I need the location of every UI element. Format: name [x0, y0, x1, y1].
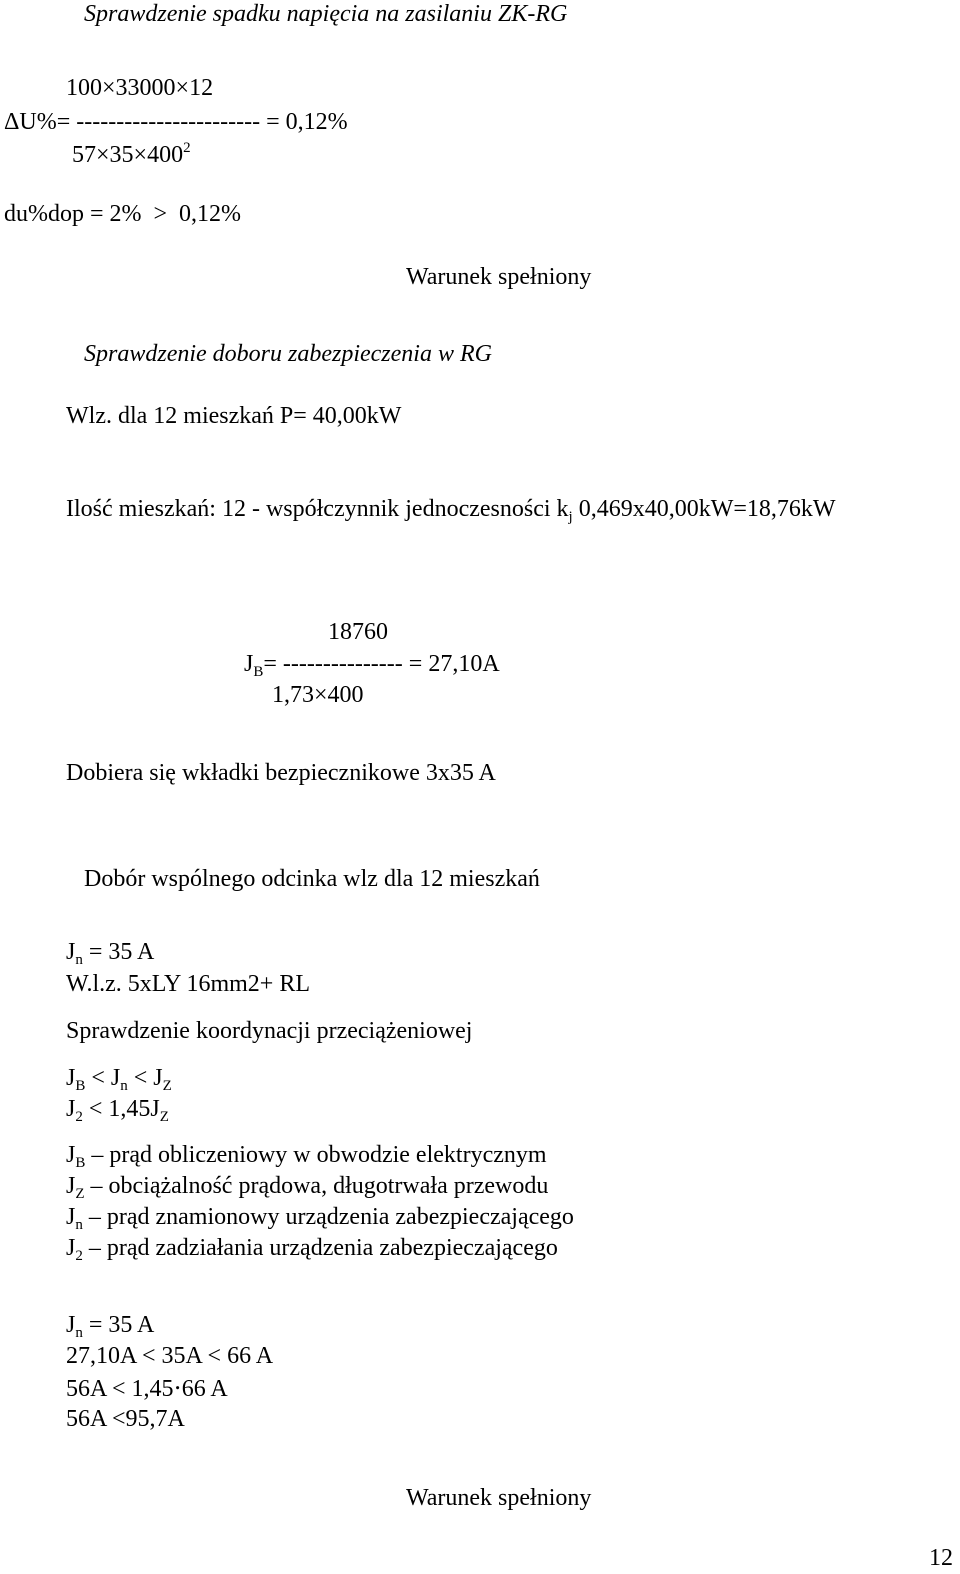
jb-denominator: 1,73×400: [272, 682, 364, 708]
overload-heading: Sprawdzenie koordynacji przeciążeniowej: [66, 1018, 473, 1044]
simultaneity-subscript: j: [568, 509, 573, 525]
jn-line: [66, 939, 155, 968]
cond1-b: < J: [85, 1065, 121, 1091]
def-text: – prąd zadziałania urządzenia zabezpieczającego: [82, 1235, 558, 1261]
jb-equation: = --------------- = 27,10A: [263, 651, 500, 677]
cond2-a-sub: 2: [75, 1109, 83, 1125]
voltage-drop-heading: Sprawdzenie spadku napięcia na zasilaniu ZK-RG: [84, 1, 568, 27]
jn-value: = 35 A: [82, 939, 155, 965]
jn-symbol: J: [66, 939, 76, 965]
jb-symbol: J: [244, 651, 254, 677]
definition-jb: [66, 1142, 547, 1171]
cond1-c: < J: [127, 1065, 163, 1091]
voltage-numerator: 100×33000×12: [66, 75, 214, 101]
def-symbol: J: [66, 1235, 76, 1261]
condition-met-2: Warunek spełniony: [406, 1485, 592, 1511]
simultaneity-result: 0,469x40,00kW=18,76kW: [572, 496, 836, 522]
calc-jn-symbol: J: [66, 1312, 76, 1338]
definition-jn: [66, 1204, 574, 1233]
cond1-c-sub: Z: [162, 1078, 172, 1094]
cond2-a: J: [66, 1096, 76, 1122]
simultaneity-line: [66, 496, 836, 525]
cond1-b-sub: n: [120, 1078, 128, 1094]
cond1-a: J: [66, 1065, 76, 1091]
definition-jz: [66, 1173, 549, 1202]
def-text: – obciążalność prądowa, długotrwała przewodu: [84, 1173, 549, 1199]
calc-jn-line: [66, 1312, 155, 1341]
def-subscript: Z: [75, 1186, 85, 1202]
wlz-power-line: Wlz. dla 12 mieszkań P= 40,00kW: [66, 403, 402, 429]
overload-condition-1: [66, 1065, 172, 1094]
protection-heading: Sprawdzenie doboru zabezpieczenia w RG: [84, 341, 492, 367]
voltage-denominator-base: 57×35×400: [72, 142, 184, 168]
definition-j2: [66, 1235, 558, 1264]
calc-line-1: 27,10A < 35A < 66 A: [66, 1343, 274, 1369]
simultaneity-text: Ilość mieszkań: 12 - współczynnik jednoczesności k: [66, 496, 569, 522]
calc-jn-subscript: n: [75, 1325, 83, 1341]
def-symbol: J: [66, 1142, 76, 1168]
def-subscript: n: [75, 1217, 83, 1233]
cond1-a-sub: B: [75, 1078, 86, 1094]
condition-met-1: Warunek spełniony: [406, 264, 592, 290]
def-symbol: J: [66, 1173, 76, 1199]
def-subscript: 2: [75, 1248, 83, 1264]
wlz-cable-line: W.l.z. 5xLY 16mm2+ RL: [66, 971, 311, 997]
calc-line-2: 56A < 1,45⋅66 A: [66, 1376, 228, 1402]
calc-jn-value: = 35 A: [82, 1312, 155, 1338]
voltage-denominator: [72, 140, 191, 168]
def-text: – prąd znamionowy urządzenia zabezpieczającego: [82, 1204, 574, 1230]
fuse-selection-line: Dobiera się wkładki bezpiecznikowe 3x35 A: [66, 760, 496, 786]
page-number: 12: [929, 1545, 953, 1571]
voltage-formula-line: ΔU%= ----------------------- = 0,12%: [4, 109, 348, 135]
cond2-b-sub: Z: [159, 1109, 169, 1125]
def-text: – prąd obliczeniowy w obwodzie elektrycznym: [85, 1142, 547, 1168]
calc-line-3: 56A <95,7A: [66, 1406, 185, 1432]
jb-numerator: 18760: [328, 619, 388, 645]
voltage-drop-check: du%dop = 2% > 0,12%: [4, 201, 242, 227]
common-section-heading: Dobór wspólnego odcinka wlz dla 12 mieszkań: [84, 866, 540, 892]
voltage-denominator-exponent: 2: [183, 140, 191, 156]
jn-subscript: n: [75, 952, 83, 968]
def-subscript: B: [75, 1155, 86, 1171]
cond2-b: < 1,45J: [82, 1096, 160, 1122]
jb-subscript: B: [253, 664, 264, 680]
overload-condition-2: [66, 1096, 169, 1125]
jb-formula-line: [244, 651, 500, 680]
def-symbol: J: [66, 1204, 76, 1230]
